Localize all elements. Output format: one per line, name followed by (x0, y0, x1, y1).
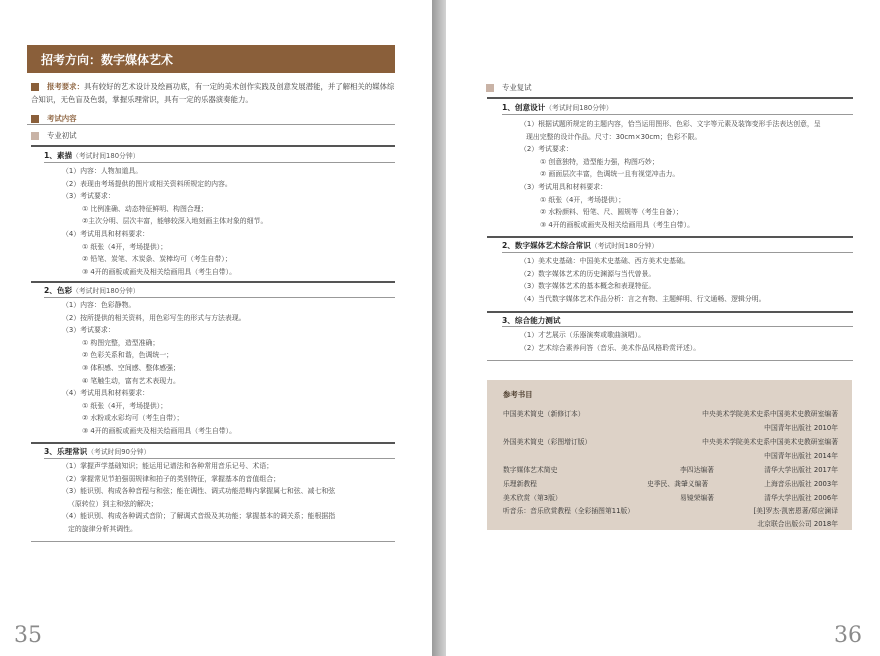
list-item: ① 创意独特，造型能力强，构图巧妙； (540, 157, 659, 166)
list-item: （2）按所提供的相关资料，用色彩写生的形式与方法表现。 (62, 313, 246, 322)
list-item: ②主次分明、层次丰富，能够较深入地刻画主体对象的细节。 (82, 217, 268, 226)
divider (31, 442, 395, 444)
bullet-square-icon (31, 83, 39, 91)
reference-book: 美术欣赏（第3版） (503, 494, 562, 502)
list-item: （3）数字媒体艺术的基本概念和表现特征。 (520, 282, 656, 291)
references-title: 参考书目 (503, 390, 533, 399)
exam-content-heading: 考试内容 (31, 113, 77, 124)
list-item: ② 色彩关系和谐，色调统一； (82, 351, 174, 360)
list-item: ① 纸张（4开，考场提供）； (82, 242, 168, 251)
reference-publisher: 中央美术学院美术史系中国美术史教研室编著 (702, 410, 838, 418)
reference-publisher: 北京联合出版公司 2018年 (757, 520, 838, 528)
list-item: ② 画面层次丰富，色调统一且有视觉冲击力。 (540, 170, 680, 179)
reference-author: 史季民、龚肇义编著 (647, 480, 709, 488)
comprehensive-list (520, 329, 700, 354)
reference-book: 听音乐：音乐欣赏教程（全彩插图第11版） (503, 507, 634, 515)
list-item: ② 水粉颜料、铅笔、尺、圆规等（考生自备）； (540, 208, 683, 217)
sketch-list (62, 165, 267, 278)
list-item: （3）考试要求： (62, 192, 115, 201)
sketch-heading: 1、素描（考试时间180分钟） (44, 151, 140, 160)
page-number: 35 (14, 623, 42, 648)
divider (27, 124, 395, 125)
list-item: （2）数字媒体艺术的历史渊源与当代曾景。 (520, 269, 656, 278)
reference-author: 易镜荣编著 (680, 494, 714, 502)
list-item: （1）才艺展示（乐器演奏或歌曲演唱）。 (520, 331, 645, 339)
list-item: （3）能识别、构成各种音程与和弦；能在调性、调式功能范畴内掌握属七和弦、减七和弦 (62, 487, 336, 496)
reference-book: 数字媒体艺术简史 (503, 466, 558, 474)
list-item: （4）考试用具和材料要求： (62, 229, 150, 238)
bullet-square-icon (31, 115, 39, 123)
divider (502, 252, 853, 253)
divider (31, 281, 395, 283)
reference-publisher: 中国青年出版社 2014年 (764, 452, 838, 460)
list-item: （2）考试要求： (520, 145, 573, 154)
list-item: （3）考试要求： (62, 326, 115, 335)
list-item: ③ 4开的画板或画夹及相关绘画用具（考生自带）。 (82, 267, 237, 276)
list-item: 定的旋律分析其调性。 (68, 524, 137, 533)
divider (487, 311, 853, 313)
digital-media-heading: 2、数字媒体艺术综合常识（考试时间180分钟） (502, 241, 659, 250)
list-item: 现出完整的设计作品。尺寸：30cm×30cm；色彩不限。 (526, 132, 702, 141)
music-theory-list (62, 460, 335, 536)
reference-book: 乐理新教程 (503, 480, 537, 488)
list-item: （原转位）到主和弦的解决； (68, 499, 158, 508)
requirements-label: 报考要求： (47, 82, 84, 91)
reference-publisher: 清华大学出版社 2017年 (764, 466, 838, 474)
list-item: （4）能识别、构成各种调式音阶；了解调式音级及其功能；掌握基本的调关系；能根据指 (62, 512, 336, 521)
divider (502, 326, 853, 327)
requirements-paragraph (31, 80, 399, 106)
reference-publisher: 中央美术学院美术史系中国美术史教研室编著 (702, 438, 838, 446)
reference-publisher: 中国青年出版社 2010年 (764, 424, 838, 432)
divider (44, 458, 395, 459)
list-item: （2）表现由考场提供的图片或相关资料所规定的内容。 (62, 179, 232, 188)
list-item: （1）根据试题所规定的主题内容，恰当运用图形、色彩、文字等元素及装饰变形手法表达创意，呈 (520, 120, 821, 128)
right-page (446, 0, 880, 656)
digital-media-list (520, 255, 766, 305)
reference-publisher: 清华大学出版社 2006年 (764, 494, 838, 502)
list-item: ① 纸张（4开，考场提供）； (540, 195, 626, 204)
color-list (62, 299, 246, 438)
divider (502, 114, 853, 115)
divider (487, 97, 853, 99)
list-item: ③ 4开的画板或画夹及相关绘画用具（考生自带）。 (540, 220, 695, 229)
divider (487, 360, 853, 361)
list-item: （3）考试用具和材料要求： (520, 182, 608, 191)
creative-design-heading: 1、创意设计（考试时间180分钟） (502, 103, 613, 112)
list-item: ③ 体积感、空间感、整体感强； (82, 363, 180, 372)
first-round-heading: 专业初试 (31, 130, 77, 141)
reference-author: 李四达编著 (680, 466, 714, 474)
list-item: ① 构图完整，造型准确； (82, 338, 160, 347)
creative-design-list (520, 118, 821, 231)
reference-publisher: [美]罗杰·凯密恩著/郑应澜译 (753, 507, 838, 515)
divider (487, 236, 853, 238)
reference-publisher: 上海音乐出版社 2003年 (764, 480, 838, 488)
divider (44, 162, 395, 163)
reference-book: 外国美术简史（彩图增订版） (503, 438, 592, 446)
list-item: （2）艺术综合素养问答（音乐、美术作品风格聆赏评述）。 (520, 343, 701, 352)
list-item: （1）美术史基础：中国美术史基础、西方美术史基础。 (520, 257, 690, 265)
list-item: （1）内容：人物加道具。 (62, 167, 143, 175)
music-theory-heading: 3、乐理常识（考试时间90分钟） (44, 447, 151, 456)
list-item: ① 纸张（4开，考场提供）； (82, 401, 168, 410)
list-item: ② 铅笔、炭笔、木炭条、炭棒均可（考生自带）； (82, 255, 232, 264)
list-item: ② 水粉或水彩均可（考生自带）； (82, 414, 184, 423)
list-item: ① 比例准确、动态特征鲜明、构图合理； (82, 204, 208, 213)
list-item: （1）掌握声学基础知识；能运用记谱法和各种常用音乐记号、术语； (62, 462, 274, 470)
list-item: （2）掌握常见节拍强弱规律和拍子的类别特征，掌握基本的音值组合； (62, 474, 280, 483)
page-number: 36 (834, 623, 862, 648)
bullet-square-icon (486, 84, 494, 92)
list-item: （1）内容：色彩静物。 (62, 301, 136, 309)
reference-books-box (487, 380, 852, 530)
second-round-heading: 专业复试 (486, 82, 532, 93)
reference-book: 中国美术简史（新修订本） (503, 410, 585, 418)
list-item: ④ 笔触生动，富有艺术表现力。 (82, 376, 180, 385)
color-heading: 2、色彩（考试时间180分钟） (44, 286, 140, 295)
banner-title: 招考方向：数字媒体艺术 (41, 53, 174, 67)
section-banner (27, 45, 395, 73)
list-item: （4）当代数字媒体艺术作品分析：言之有物、主题鲜明、行文通畅、逻辑分明。 (520, 294, 766, 303)
requirements-text: 具有较好的艺术设计及绘画功底，有一定的美术创作实践及创意发展潜能，并了解相关的媒体综合知识，无色盲及色弱，掌握乐理常识，具有一定的乐器演奏能力。 (31, 82, 395, 104)
divider (31, 145, 395, 147)
list-item: （4）考试用具和材料要求： (62, 389, 150, 398)
comprehensive-heading: 3、综合能力测试 (502, 316, 561, 325)
divider (44, 297, 395, 298)
divider (31, 541, 395, 542)
list-item: ③ 4开的画板或画夹及相关绘画用具（考生自带）。 (82, 426, 237, 435)
bullet-square-icon (31, 132, 39, 140)
